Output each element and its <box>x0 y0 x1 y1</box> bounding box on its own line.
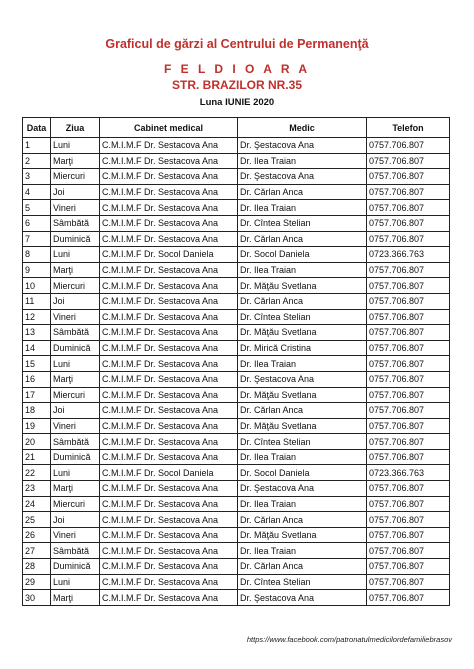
table-row <box>23 247 450 263</box>
cell-doctor: Dr. Cărlan Anca <box>238 559 367 575</box>
cell-clinic: C.M.I.M.F Dr. Sestacova Ana <box>100 418 238 434</box>
cell-clinic: C.M.I.M.F Dr. Sestacova Ana <box>100 325 238 341</box>
cell-doctor: Dr. Ilea Traian <box>238 496 367 512</box>
cell-clinic: C.M.I.M.F Dr. Sestacova Ana <box>100 340 238 356</box>
cell-doctor: Dr. Socol Daniela <box>238 465 367 481</box>
cell-date: 4 <box>23 184 51 200</box>
cell-phone: 0757.706.807 <box>367 356 450 372</box>
table-row <box>23 169 450 185</box>
cell-date: 2 <box>23 153 51 169</box>
table-row <box>23 340 450 356</box>
cell-date: 20 <box>23 434 51 450</box>
cell-phone: 0757.706.807 <box>367 231 450 247</box>
source-url: https://www.facebook.com/patronatulmedicilordefamiliebrasov <box>246 635 452 644</box>
cell-doctor: Dr. Cîntea Stelian <box>238 574 367 590</box>
cell-phone: 0757.706.807 <box>367 418 450 434</box>
cell-phone: 0757.706.807 <box>367 559 450 575</box>
cell-clinic: C.M.I.M.F Dr. Sestacova Ana <box>100 559 238 575</box>
cell-date: 12 <box>23 309 51 325</box>
cell-phone: 0757.706.807 <box>367 262 450 278</box>
cell-phone: 0757.706.807 <box>367 574 450 590</box>
table-row <box>23 153 450 169</box>
column-header-clinic: Cabinet medical <box>100 118 238 138</box>
cell-clinic: C.M.I.M.F Dr. Socol Daniela <box>100 247 238 263</box>
cell-clinic: C.M.I.M.F Dr. Sestacova Ana <box>100 449 238 465</box>
cell-date: 13 <box>23 325 51 341</box>
table-row <box>23 418 450 434</box>
cell-doctor: Dr. Măţău Svetlana <box>238 387 367 403</box>
table-row <box>23 481 450 497</box>
cell-phone: 0757.706.807 <box>367 543 450 559</box>
column-header-doctor: Medic <box>238 118 367 138</box>
cell-date: 7 <box>23 231 51 247</box>
cell-clinic: C.M.I.M.F Dr. Sestacova Ana <box>100 481 238 497</box>
cell-day: Vineri <box>51 309 100 325</box>
table-row <box>23 325 450 341</box>
cell-phone: 0757.706.807 <box>367 215 450 231</box>
cell-clinic: C.M.I.M.F Dr. Sestacova Ana <box>100 574 238 590</box>
table-row <box>23 496 450 512</box>
cell-date: 1 <box>23 138 51 154</box>
cell-doctor: Dr. Ilea Traian <box>238 262 367 278</box>
cell-doctor: Dr. Şestacova Ana <box>238 371 367 387</box>
cell-day: Sâmbătă <box>51 325 100 341</box>
table-row <box>23 293 450 309</box>
table-header-row <box>23 118 450 138</box>
cell-phone: 0757.706.807 <box>367 371 450 387</box>
cell-phone: 0757.706.807 <box>367 449 450 465</box>
table-body <box>23 138 450 606</box>
cell-day: Joi <box>51 184 100 200</box>
cell-phone: 0723.366.763 <box>367 465 450 481</box>
cell-date: 5 <box>23 200 51 216</box>
cell-clinic: C.M.I.M.F Dr. Sestacova Ana <box>100 231 238 247</box>
cell-phone: 0757.706.807 <box>367 340 450 356</box>
cell-phone: 0757.706.807 <box>367 387 450 403</box>
cell-day: Sâmbătă <box>51 543 100 559</box>
cell-phone: 0757.706.807 <box>367 527 450 543</box>
cell-doctor: Dr. Măţău Svetlana <box>238 278 367 294</box>
cell-doctor: Dr. Măţău Svetlana <box>238 418 367 434</box>
cell-date: 6 <box>23 215 51 231</box>
table-row <box>23 138 450 154</box>
cell-date: 10 <box>23 278 51 294</box>
table-row <box>23 512 450 528</box>
cell-doctor: Dr. Cîntea Stelian <box>238 434 367 450</box>
table-row <box>23 215 450 231</box>
cell-doctor: Dr. Socol Daniela <box>238 247 367 263</box>
table-row <box>23 200 450 216</box>
table-row <box>23 262 450 278</box>
table-row <box>23 559 450 575</box>
cell-phone: 0723.366.763 <box>367 247 450 263</box>
cell-day: Duminică <box>51 340 100 356</box>
cell-phone: 0757.706.807 <box>367 496 450 512</box>
table-row <box>23 543 450 559</box>
cell-doctor: Dr. Cărlan Anca <box>238 403 367 419</box>
cell-phone: 0757.706.807 <box>367 309 450 325</box>
cell-clinic: C.M.I.M.F Dr. Sestacova Ana <box>100 590 238 606</box>
cell-clinic: C.M.I.M.F Dr. Sestacova Ana <box>100 434 238 450</box>
cell-phone: 0757.706.807 <box>367 434 450 450</box>
table-row <box>23 278 450 294</box>
cell-phone: 0757.706.807 <box>367 512 450 528</box>
cell-day: Joi <box>51 293 100 309</box>
cell-phone: 0757.706.807 <box>367 153 450 169</box>
cell-date: 22 <box>23 465 51 481</box>
table-row <box>23 231 450 247</box>
cell-clinic: C.M.I.M.F Dr. Sestacova Ana <box>100 356 238 372</box>
cell-phone: 0757.706.807 <box>367 184 450 200</box>
location-name: F E L D I O A R A <box>163 62 311 76</box>
cell-day: Luni <box>51 574 100 590</box>
cell-day: Luni <box>51 465 100 481</box>
cell-clinic: C.M.I.M.F Dr. Sestacova Ana <box>100 215 238 231</box>
cell-doctor: Dr. Şestacova Ana <box>238 169 367 185</box>
cell-date: 14 <box>23 340 51 356</box>
cell-clinic: C.M.I.M.F Dr. Sestacova Ana <box>100 309 238 325</box>
table-row <box>23 465 450 481</box>
cell-day: Joi <box>51 403 100 419</box>
cell-day: Marţi <box>51 371 100 387</box>
cell-day: Duminică <box>51 231 100 247</box>
cell-day: Marţi <box>51 481 100 497</box>
month-label: Luna IUNIE 2020 <box>199 97 275 108</box>
cell-date: 29 <box>23 574 51 590</box>
table-row <box>23 403 450 419</box>
street-address: STR. BRAZILOR NR.35 <box>171 78 302 92</box>
cell-phone: 0757.706.807 <box>367 481 450 497</box>
cell-day: Vineri <box>51 200 100 216</box>
cell-day: Marţi <box>51 262 100 278</box>
cell-date: 18 <box>23 403 51 419</box>
cell-clinic: C.M.I.M.F Dr. Sestacova Ana <box>100 278 238 294</box>
cell-date: 9 <box>23 262 51 278</box>
cell-doctor: Dr. Măţău Svetlana <box>238 527 367 543</box>
cell-date: 28 <box>23 559 51 575</box>
cell-clinic: C.M.I.M.F Dr. Sestacova Ana <box>100 527 238 543</box>
cell-date: 17 <box>23 387 51 403</box>
cell-day: Sâmbătă <box>51 215 100 231</box>
table-row <box>23 309 450 325</box>
cell-day: Marţi <box>51 153 100 169</box>
cell-phone: 0757.706.807 <box>367 169 450 185</box>
cell-day: Miercuri <box>51 278 100 294</box>
cell-day: Duminică <box>51 449 100 465</box>
table-row <box>23 590 450 606</box>
cell-day: Luni <box>51 247 100 263</box>
cell-doctor: Dr. Ilea Traian <box>238 200 367 216</box>
cell-day: Miercuri <box>51 387 100 403</box>
cell-clinic: C.M.I.M.F Dr. Socol Daniela <box>100 465 238 481</box>
cell-doctor: Dr. Cărlan Anca <box>238 184 367 200</box>
table-row <box>23 371 450 387</box>
cell-day: Miercuri <box>51 496 100 512</box>
cell-clinic: C.M.I.M.F Dr. Sestacova Ana <box>100 169 238 185</box>
cell-date: 15 <box>23 356 51 372</box>
cell-date: 30 <box>23 590 51 606</box>
cell-clinic: C.M.I.M.F Dr. Sestacova Ana <box>100 496 238 512</box>
cell-day: Marţi <box>51 590 100 606</box>
table-row <box>23 356 450 372</box>
schedule-table <box>22 117 450 606</box>
table-row <box>23 387 450 403</box>
cell-doctor: Dr. Mirică Cristina <box>238 340 367 356</box>
cell-clinic: C.M.I.M.F Dr. Sestacova Ana <box>100 512 238 528</box>
cell-phone: 0757.706.807 <box>367 293 450 309</box>
cell-date: 24 <box>23 496 51 512</box>
cell-phone: 0757.706.807 <box>367 138 450 154</box>
column-header-phone: Telefon <box>367 118 450 138</box>
cell-clinic: C.M.I.M.F Dr. Sestacova Ana <box>100 153 238 169</box>
cell-date: 21 <box>23 449 51 465</box>
cell-doctor: Dr. Ilea Traian <box>238 356 367 372</box>
table-row <box>23 434 450 450</box>
cell-doctor: Dr. Şestacova Ana <box>238 481 367 497</box>
table-row <box>23 574 450 590</box>
cell-day: Joi <box>51 512 100 528</box>
cell-date: 23 <box>23 481 51 497</box>
cell-date: 25 <box>23 512 51 528</box>
cell-doctor: Dr. Şestacova Ana <box>238 590 367 606</box>
cell-day: Duminică <box>51 559 100 575</box>
cell-doctor: Dr. Cărlan Anca <box>238 512 367 528</box>
cell-doctor: Dr. Ilea Traian <box>238 543 367 559</box>
cell-clinic: C.M.I.M.F Dr. Sestacova Ana <box>100 200 238 216</box>
cell-doctor: Dr. Cărlan Anca <box>238 293 367 309</box>
cell-day: Miercuri <box>51 169 100 185</box>
cell-day: Luni <box>51 138 100 154</box>
cell-doctor: Dr. Ilea Traian <box>238 449 367 465</box>
cell-clinic: C.M.I.M.F Dr. Sestacova Ana <box>100 293 238 309</box>
cell-date: 27 <box>23 543 51 559</box>
cell-phone: 0757.706.807 <box>367 590 450 606</box>
column-header-date: Data <box>23 118 51 138</box>
cell-day: Vineri <box>51 418 100 434</box>
cell-clinic: C.M.I.M.F Dr. Sestacova Ana <box>100 138 238 154</box>
cell-day: Vineri <box>51 527 100 543</box>
cell-clinic: C.M.I.M.F Dr. Sestacova Ana <box>100 403 238 419</box>
cell-clinic: C.M.I.M.F Dr. Sestacova Ana <box>100 262 238 278</box>
cell-doctor: Dr. Cărlan Anca <box>238 231 367 247</box>
column-header-day: Ziua <box>51 118 100 138</box>
cell-date: 16 <box>23 371 51 387</box>
cell-doctor: Dr. Ilea Traian <box>238 153 367 169</box>
cell-phone: 0757.706.807 <box>367 325 450 341</box>
cell-clinic: C.M.I.M.F Dr. Sestacova Ana <box>100 184 238 200</box>
table-row <box>23 449 450 465</box>
document-title: Graficul de gărzi al Centrului de Permanenţă <box>105 37 369 51</box>
cell-date: 8 <box>23 247 51 263</box>
cell-date: 19 <box>23 418 51 434</box>
cell-clinic: C.M.I.M.F Dr. Sestacova Ana <box>100 543 238 559</box>
table-row <box>23 527 450 543</box>
cell-doctor: Dr. Cîntea Stelian <box>238 215 367 231</box>
cell-clinic: C.M.I.M.F Dr. Sestacova Ana <box>100 387 238 403</box>
cell-date: 26 <box>23 527 51 543</box>
cell-phone: 0757.706.807 <box>367 403 450 419</box>
cell-date: 3 <box>23 169 51 185</box>
cell-phone: 0757.706.807 <box>367 278 450 294</box>
cell-doctor: Dr. Cîntea Stelian <box>238 309 367 325</box>
cell-day: Sâmbătă <box>51 434 100 450</box>
cell-doctor: Dr. Şestacova Ana <box>238 138 367 154</box>
table-row <box>23 184 450 200</box>
cell-day: Luni <box>51 356 100 372</box>
cell-phone: 0757.706.807 <box>367 200 450 216</box>
cell-date: 11 <box>23 293 51 309</box>
cell-clinic: C.M.I.M.F Dr. Sestacova Ana <box>100 371 238 387</box>
cell-doctor: Dr. Măţău Svetlana <box>238 325 367 341</box>
